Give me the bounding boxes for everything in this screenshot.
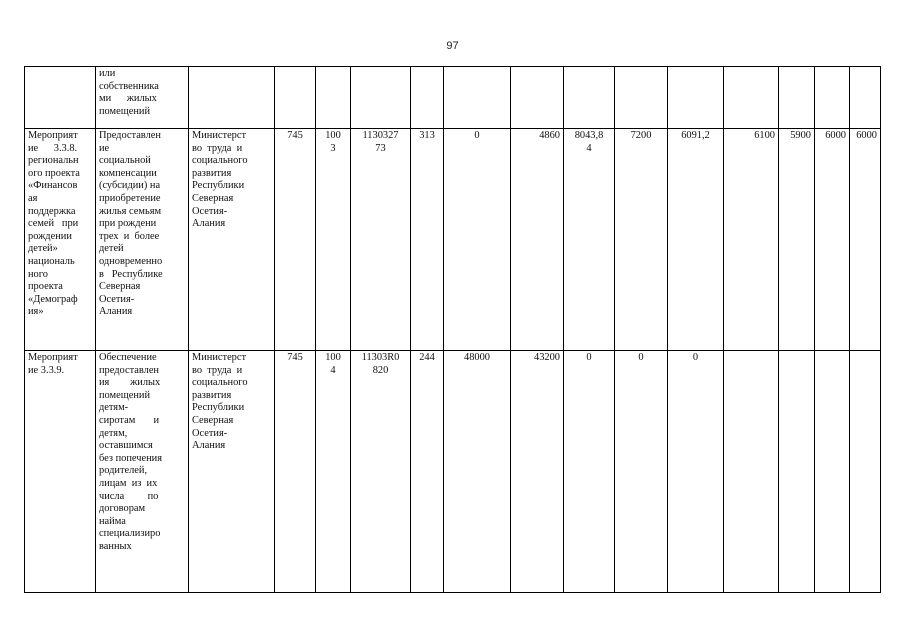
year-value-cell [668, 67, 724, 129]
year-value-cell-line: 0 [474, 130, 480, 141]
year-value-cell [564, 351, 615, 593]
year-value-cell [724, 129, 779, 351]
year-value-cell [615, 67, 668, 129]
year-value-cell-line: 6091,2 [681, 130, 710, 141]
measure-cell-line: проекта [28, 281, 63, 293]
year-value-cell [724, 67, 779, 129]
description-cell-line: при рождени [99, 218, 157, 230]
year-value-cell [511, 129, 564, 351]
measure-cell-line: ого проекта [28, 167, 80, 179]
description-cell-line: без попечения [99, 452, 162, 464]
executor-cell [189, 129, 275, 351]
measure-cell-line: националь [28, 255, 75, 267]
executor-cell-line: Республики [192, 180, 245, 192]
year-value-cell [444, 129, 511, 351]
budget-table [24, 66, 881, 593]
year-value-cell [668, 129, 724, 351]
executor-cell-line: социального [192, 377, 248, 389]
measure-cell-line: «Демограф [28, 293, 78, 305]
description-cell-line: Алания [99, 306, 133, 318]
year-value-cell [850, 67, 881, 129]
year-value-cell-line: 8043,8 [574, 130, 604, 141]
year-value-cell-line: 4 [586, 142, 592, 154]
grbs-code-cell [275, 351, 316, 593]
expense-type-cell [411, 351, 444, 593]
executor-cell-line: Республики [192, 402, 245, 414]
description-cell-line: лицам из их [99, 477, 158, 489]
year-value-cell [815, 67, 850, 129]
description-cell-line: сиротам и [99, 414, 160, 426]
measure-cell [25, 67, 96, 129]
table-row [25, 351, 881, 593]
description-cell-line: жилья семьям [99, 205, 162, 217]
description-cell-line: приобретение [99, 192, 161, 204]
description-cell-line: ия жилых [99, 377, 161, 389]
year-value-cell-line: 6100 [754, 130, 775, 141]
measure-cell-line: ая [28, 192, 38, 204]
year-value-cell [615, 351, 668, 593]
executor-cell-line: социального [192, 155, 248, 167]
description-cell-line: предоставлен [99, 364, 159, 376]
section-code-cell [316, 351, 351, 593]
description-cell-line: или [99, 68, 116, 79]
executor-cell-line: развития [192, 389, 232, 401]
year-value-cell-line: 7200 [630, 130, 652, 141]
description-cell-line: родителей, [99, 465, 148, 477]
description-cell-line: детям, [99, 427, 128, 439]
description-cell-line: одновременно [99, 255, 163, 267]
section-code-cell [316, 67, 351, 129]
target-code-cell-line: 11303R0 [361, 352, 400, 363]
description-cell-line: ми жилых [99, 93, 157, 105]
target-code-cell [351, 129, 411, 351]
page-number: 97 [446, 40, 459, 52]
measure-cell [25, 129, 96, 351]
year-value-cell [444, 351, 511, 593]
description-cell-line: оставшимся [99, 440, 153, 452]
description-cell [96, 67, 189, 129]
year-value-cell-line: 6000 [825, 130, 846, 141]
description-cell-line: Осетия- [99, 293, 135, 305]
year-value-cell [815, 351, 850, 593]
description-cell-line: собственника [99, 80, 159, 92]
year-value-cell [564, 67, 615, 129]
year-value-cell-line: 4860 [539, 130, 560, 141]
target-code-cell [351, 351, 411, 593]
table-row [25, 67, 881, 129]
measure-cell-line: ия» [28, 306, 44, 318]
year-value-cell [779, 129, 815, 351]
table-row [25, 129, 881, 351]
year-value-cell [511, 67, 564, 129]
measure-cell-line: ного [28, 268, 48, 280]
year-value-cell-line: 48000 [464, 352, 490, 363]
executor-cell-line: Осетия- [192, 427, 228, 439]
description-cell-line: детям- [99, 402, 129, 414]
measure-cell-line: ие 3.3.9. [28, 364, 65, 376]
grbs-code-cell-line: 745 [287, 352, 303, 363]
executor-cell [189, 351, 275, 593]
grbs-code-cell-line: 745 [287, 130, 303, 141]
executor-cell-line: Алания [192, 440, 226, 452]
description-cell-line: в Республике [99, 268, 163, 280]
grbs-code-cell [275, 67, 316, 129]
measure-cell-line: Мероприят [28, 352, 78, 363]
year-value-cell [779, 67, 815, 129]
expense-type-cell [411, 129, 444, 351]
year-value-cell-line: 43200 [534, 352, 560, 363]
description-cell [96, 351, 189, 593]
section-code-cell-line: 3 [330, 142, 336, 154]
description-cell-line: договорам [99, 503, 146, 515]
section-code-cell-line: 100 [325, 130, 341, 141]
description-cell-line: найма [99, 515, 126, 527]
description-cell-line: Предоставлен [99, 130, 161, 141]
description-cell-line: ванных [99, 540, 132, 552]
year-value-cell [564, 129, 615, 351]
measure-cell-line: «Финансов [28, 180, 78, 192]
year-value-cell [511, 351, 564, 593]
expense-type-cell-line: 244 [419, 352, 435, 363]
description-cell-line: помещений [99, 105, 151, 117]
year-value-cell [850, 351, 881, 593]
description-cell-line: детей [99, 243, 124, 255]
year-value-cell-line: 0 [638, 352, 644, 363]
measure-cell-line: региональн [28, 155, 79, 167]
target-code-cell [351, 67, 411, 129]
year-value-cell-line: 0 [692, 352, 699, 363]
executor-cell-line: Северная [192, 414, 234, 426]
executor-cell-line: Северная [192, 192, 234, 204]
year-value-cell-line: 6000 [856, 130, 877, 141]
description-cell-line: числа по [99, 490, 159, 502]
target-code-cell-line: 1130327 [362, 130, 399, 141]
description-cell-line: Обеспечение [99, 352, 157, 363]
description-cell-line: специализиро [99, 528, 161, 540]
year-value-cell-line: 0 [586, 352, 592, 363]
measure-cell-line: ие 3.3.8. [28, 142, 78, 154]
executor-cell-line: во труда и [192, 364, 243, 376]
measure-cell-line: семей при [28, 218, 79, 230]
year-value-cell-line: 5900 [790, 130, 811, 141]
year-value-cell [850, 129, 881, 351]
year-value-cell [779, 351, 815, 593]
executor-cell-line: Осетия- [192, 205, 228, 217]
grbs-code-cell [275, 129, 316, 351]
description-cell [96, 129, 189, 351]
description-cell-line: трех и более [99, 230, 160, 242]
year-value-cell [615, 129, 668, 351]
executor-cell-line: развития [192, 167, 232, 179]
measure-cell-line: Мероприят [28, 130, 78, 141]
executor-cell-line: Министерст [192, 352, 247, 363]
description-cell-line: (субсидии) на [99, 180, 161, 192]
description-cell-line: компенсации [99, 167, 157, 179]
measure-cell-line: поддержка [28, 205, 76, 217]
executor-cell-line: во труда и [192, 142, 243, 154]
executor-cell-line: Алания [192, 218, 226, 230]
year-value-cell [668, 351, 724, 593]
description-cell-line: ие [99, 142, 110, 154]
target-code-cell-line: 73 [375, 142, 386, 154]
measure-cell-line: детей» [28, 243, 58, 255]
year-value-cell [815, 129, 850, 351]
description-cell-line: социальной [99, 155, 151, 167]
measure-cell-line: рождении [28, 230, 72, 242]
section-code-cell-line: 4 [330, 364, 336, 376]
executor-cell [189, 67, 275, 129]
description-cell-line: помещений [99, 389, 151, 401]
section-code-cell-line: 100 [325, 352, 341, 363]
year-value-cell [724, 351, 779, 593]
section-code-cell [316, 129, 351, 351]
executor-cell-line: Министерст [192, 130, 247, 141]
year-value-cell [444, 67, 511, 129]
expense-type-cell [411, 67, 444, 129]
measure-cell [25, 351, 96, 593]
target-code-cell-line: 820 [372, 364, 389, 376]
description-cell-line: Северная [99, 281, 141, 293]
expense-type-cell-line: 313 [419, 130, 435, 141]
